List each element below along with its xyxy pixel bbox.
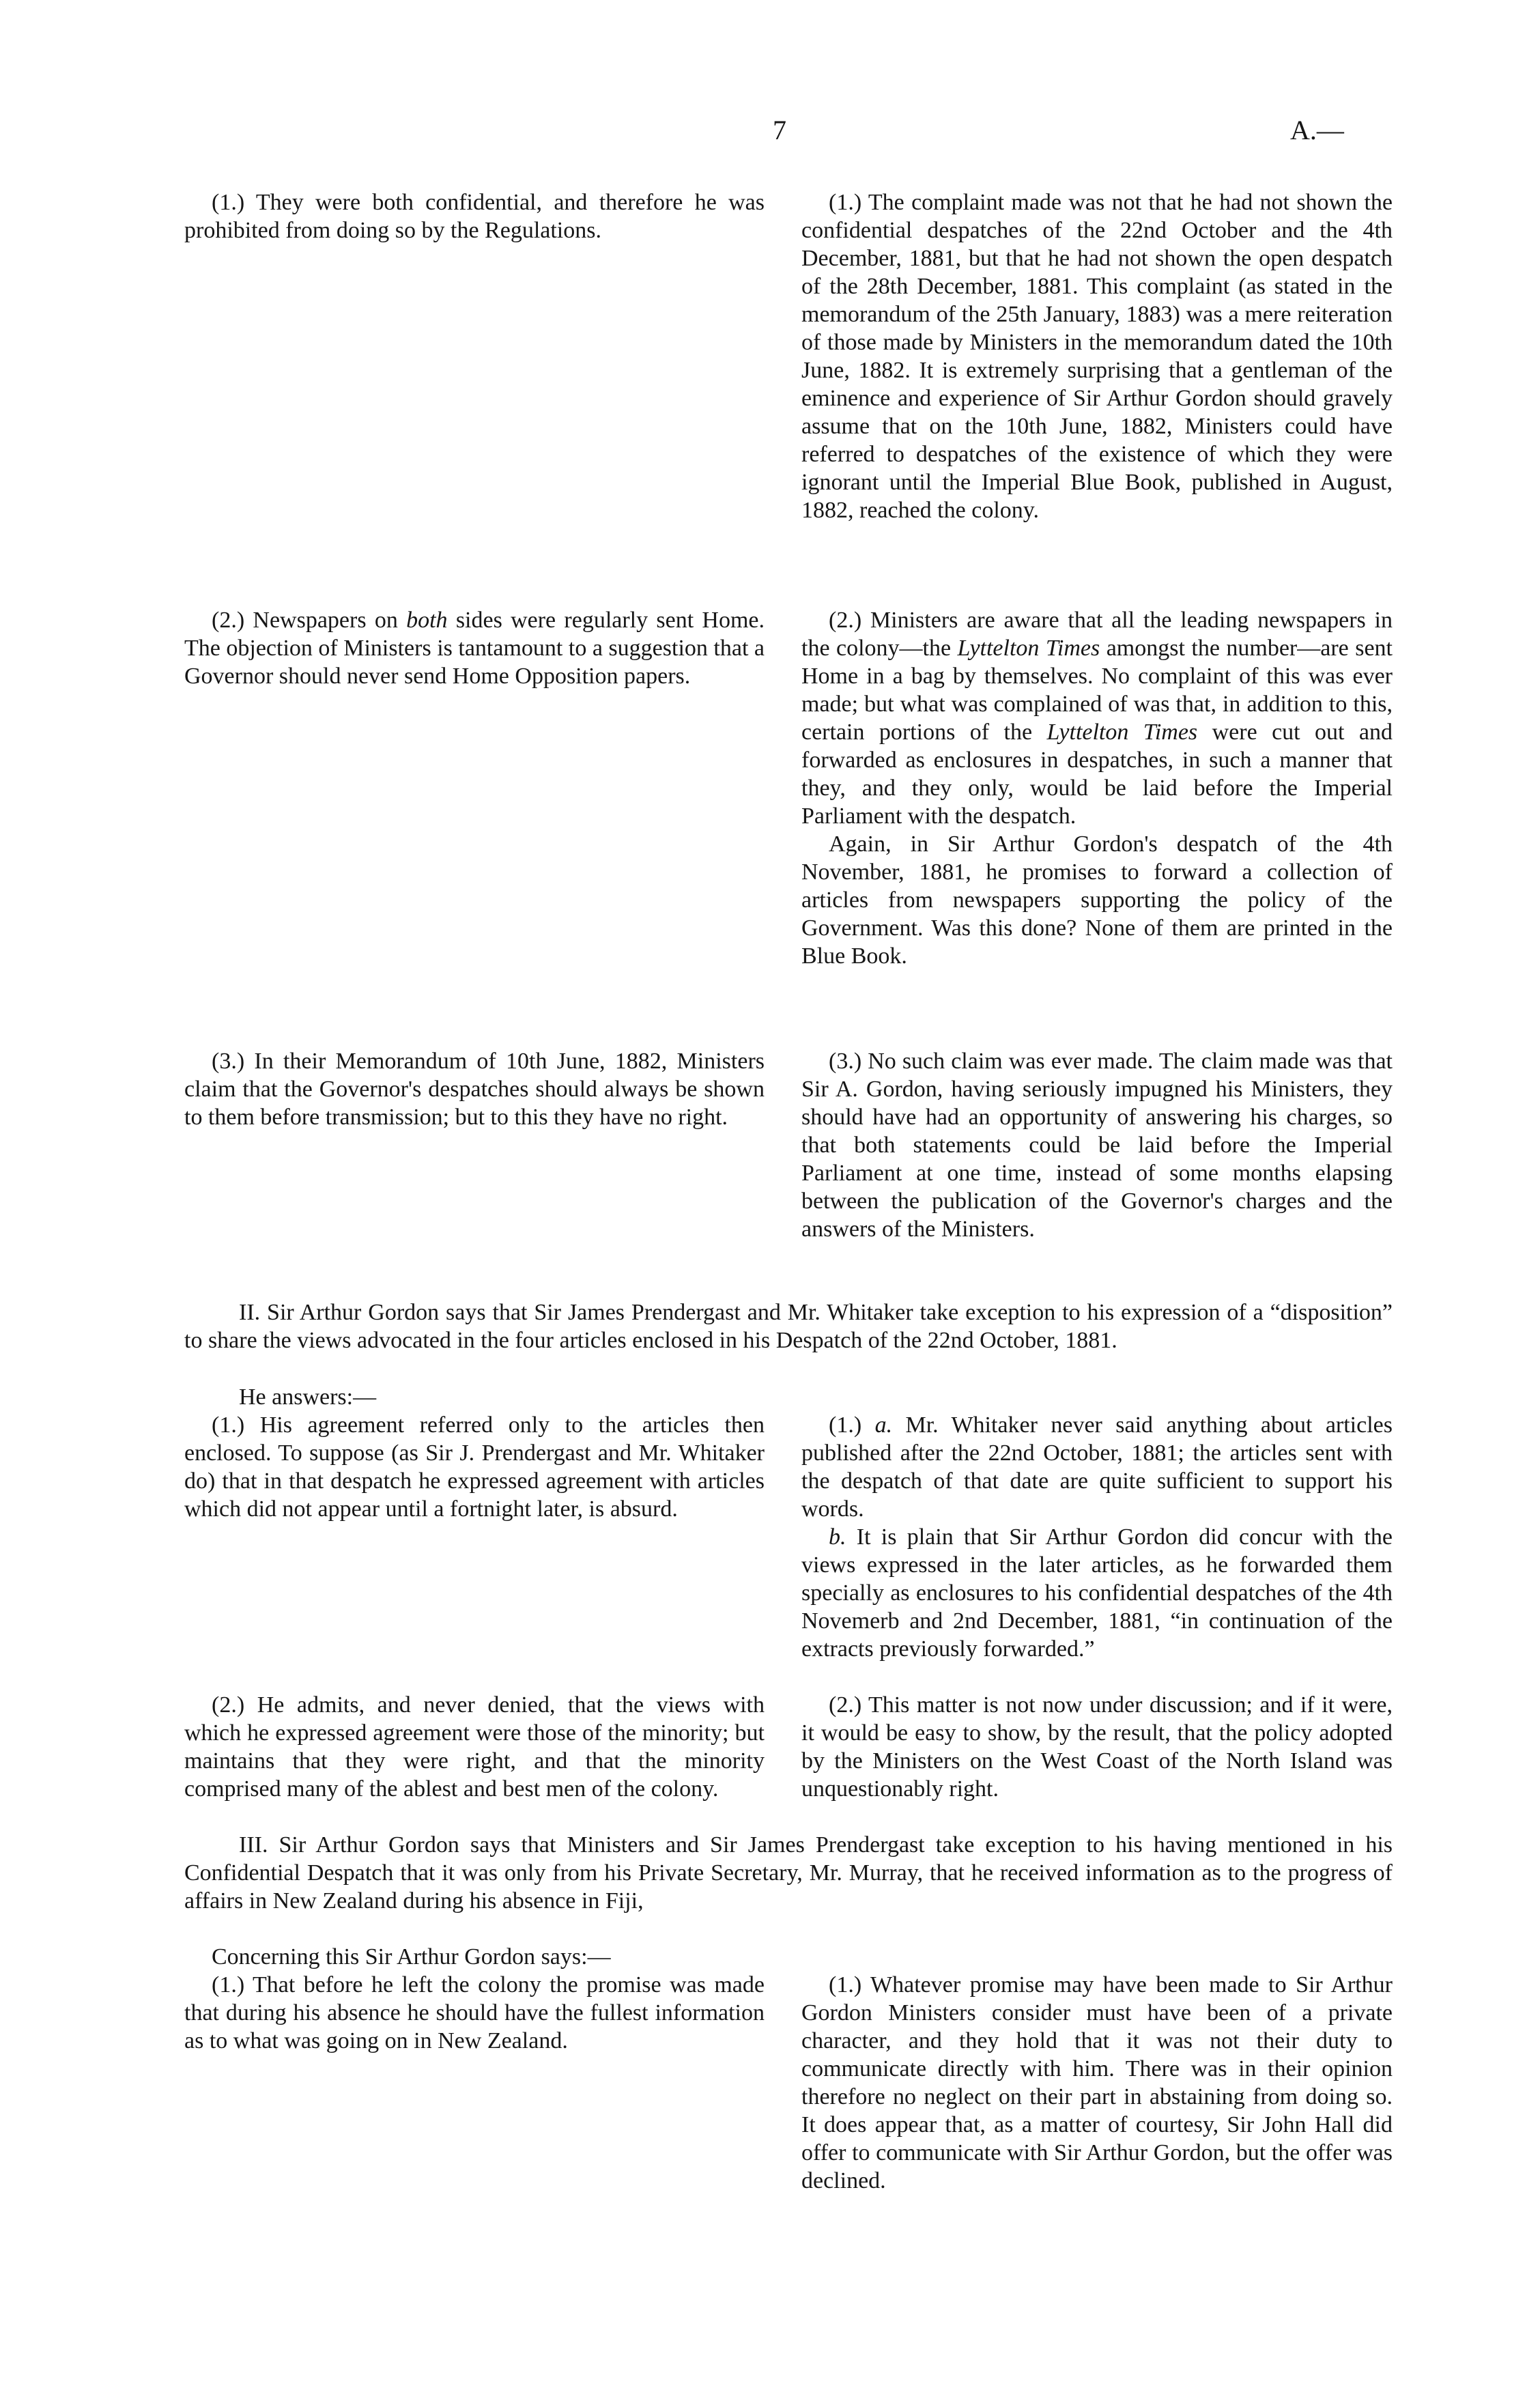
emphasis: b. [829,1524,846,1550]
emphasis: Lyttelton Times [1046,720,1198,745]
section-2-point-1-left: (1.) His agreement referred only to the articles then enclosed. To suppose (as Sir J. Prendergast and Mr. Whitaker do) that in that despatch he expressed agreement with articles which did not appear until a fortnight later, is absurd. [184,1412,765,1522]
text-run: (2.) Newspapers on [212,608,407,633]
block-2-right-para-1 [801,606,1393,830]
series-label: A.— [1290,115,1344,145]
block-1-right: (1.) The complaint made was not that he had not shown the confidential despatches of the 22nd October and the 4th December, 1881, but that he had not shown the open despatch of the 28th December, 1881. This complaint (as stated in the memorandum of the 25th January, 1883) was a mere reiteration of those made by Ministers in the memorandum dated the 10th June, 1882. It is extremely surprising that a gentleman of the eminence and experience of Sir Arthur Gordon should gravely assume that on the 10th June, 1882, Ministers could have referred to despatches of the existence of which they were ignorant until the Imperial Blue Book, published in August, 1882, reached the colony. [801,190,1393,523]
section-2-intro-text: II. Sir Arthur Gordon says that Sir James Prendergast and Mr. Whitaker take exception to his expression of a “disposition” to share the views advocated in the four articles enclosed in his Despatch of the 22nd October, 1881. [184,1300,1393,1353]
text-run: amongst the number—are sent Home in a bag by themselves. No complaint of this was ever made; but what was complained of was that, in addition to this, certain portions of the [801,636,1393,745]
section-3-concerning-text: Concerning this Sir Arthur Gordon says:— [212,1944,611,1970]
section-2-point-1-right-b [801,1523,1393,1663]
emphasis: a. [874,1412,893,1438]
text-run: were cut out and forwarded as enclosures in despatches, in such a manner that they, and they only, would be laid before the Imperial Parliament with the despatch. [801,720,1393,829]
block-2-right [801,606,1393,970]
text-run: It is plain that Sir Arthur Gordon did concur with the views expressed in the later articles, as he forwarded them specially as enclosures to his confidential despatches of the 4th Novemerb and 2nd December, 1881, “in continuation of the extracts previously forwarded.” [801,1524,1393,1662]
section-2-answers-text: He answers:— [239,1384,377,1410]
text-run: sides were regularly sent Home. The objection of Ministers is tantamount to a suggestion that a Governor should never send Home Opposition papers. [184,608,765,689]
block-2-right-para-2: Again, in Sir Arthur Gordon's despatch of the 4th November, 1881, he promises to forward a collection of articles from newspapers supporting the policy of the Government. Was this done? None of them are printed in the Blue Book. [801,831,1393,969]
section-2-point-1-right [801,1411,1393,1663]
emphasis: both [406,608,448,633]
block-2-left [184,606,765,690]
text-run: (1.) [829,1412,875,1438]
section-3-point-1-left: (1.) That before he left the colony the promise was made that during his absence he should have the fullest information as to what was going on in New Zealand. [184,1972,765,2053]
text-run: Mr. Whitaker never said anything about articles published after the 22nd October, 1881; the articles sent with the despatch of that date are quite sufficient to support his words. [801,1412,1393,1522]
section-3-intro-text: III. Sir Arthur Gordon says that Ministers and Sir James Prendergast take exception to his having mentioned in his Confidential Despatch that it was only from his Private Secretary, Mr. Murray, that he received information as to the progress of affairs in New Zealand during his absence in Fiji, [184,1832,1393,1914]
section-3-point-1-right: (1.) Whatever promise may have been made to Sir Arthur Gordon Ministers consider must have been of a private character, and they hold that it was not their duty to communicate directly with him. There was in their opinion therefore no neglect on their part in abstaining from doing so. It does appear that, as a matter of courtesy, Sir John Hall did offer to communicate with Sir Arthur Gordon, but the offer was declined. [801,1972,1393,2193]
emphasis: Lyttelton Times [957,636,1100,661]
page-header [0,116,1540,157]
block-1-left: (1.) They were both confidential, and therefore he was prohibited from doing so by the Regulations. [184,190,765,243]
section-2-point-2-left: (2.) He admits, and never denied, that the views with which he expressed agreement were those of the minority; but maintains that they were right, and that the minority comprised many of the ablest and best men of the colony. [184,1692,765,1802]
block-3-right: (3.) No such claim was ever made. The claim made was that Sir A. Gordon, having seriously impugned his Ministers, they should have had an opportunity of answering his charges, so that both statements could be laid before the Imperial Parliament at one time, instead of some months elapsing between the publication of the Governor's charges and the answers of the Ministers. [801,1049,1393,1242]
page-number: 7 [773,115,786,145]
section-2-point-2-right: (2.) This matter is not now under discussion; and if it were, it would be easy to show, by the result, that the policy adopted by the Ministers on the West Coast of the North Island was unquestionably right. [801,1692,1393,1802]
text-run: (2.) Ministers are aware that all the leading newspapers in the colony—the [801,608,1393,661]
section-2-point-1-right-a [801,1411,1393,1523]
block-3-left: (3.) In their Memorandum of 10th June, 1882, Ministers claim that the Governor's despatches should always be shown to them before transmission; but to this they have no right. [184,1049,765,1130]
